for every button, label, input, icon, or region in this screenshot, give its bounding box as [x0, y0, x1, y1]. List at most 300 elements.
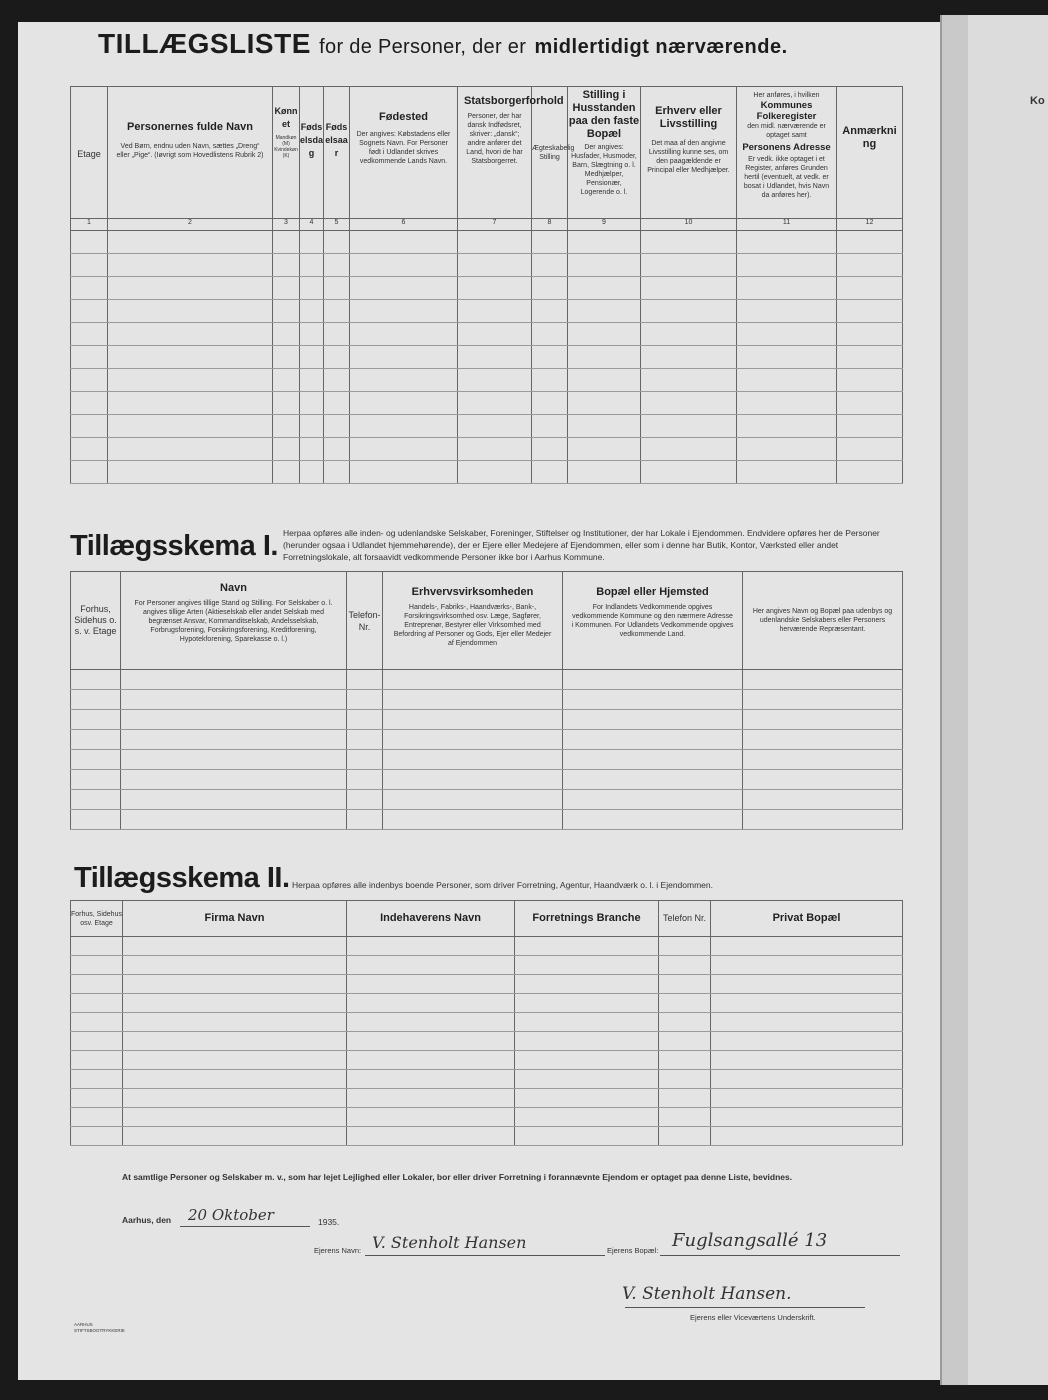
table-cell [108, 461, 273, 484]
table-cell [350, 415, 458, 438]
table-cell [837, 369, 903, 392]
table-cell [837, 415, 903, 438]
table-cell [711, 1089, 903, 1108]
table-cell [71, 790, 121, 810]
table-cell [711, 994, 903, 1013]
table-cell [123, 1051, 347, 1070]
table-cell [659, 1070, 711, 1089]
col-number: 9 [568, 219, 641, 231]
skema1-title: Tillægsskema I. [70, 530, 278, 562]
table-cell [123, 994, 347, 1013]
col-foedselsdag: Fødselsdag [300, 87, 324, 219]
table-cell [837, 438, 903, 461]
col-navn: Personernes fulde Navn Ved Børn, endnu uden Navn, sættes „Dreng“ eller „Pige“. (Iøvrigt som Hovedlistens Rubrik 2) [108, 87, 273, 219]
table-cell [123, 1013, 347, 1032]
table-cell [568, 277, 641, 300]
table-cell [324, 369, 350, 392]
title-rest: for de Personer, der er [319, 36, 527, 58]
table-cell [273, 369, 300, 392]
table-cell [273, 254, 300, 277]
table-cell [273, 392, 300, 415]
table-cell [737, 438, 837, 461]
table-cell [71, 323, 108, 346]
table-cell [515, 1070, 659, 1089]
table-cell [347, 810, 383, 830]
year-label: 1935. [318, 1217, 340, 1227]
col-etage: Etage [71, 87, 108, 219]
table-cell [659, 937, 711, 956]
skema1-body [71, 670, 903, 830]
table-cell [659, 1032, 711, 1051]
table-cell [568, 254, 641, 277]
col-folkeregister: Her anføres, i hvilken Kommunes Folkeregister den midl. nærværende er optaget samt Personens Adresse Er vedk. ikke optaget i et Register, anføres Grunden hertil (eventuelt, at vedk. er bosat i Udlandet, hvis Navn da anføres her). [737, 87, 837, 219]
table-cell [71, 730, 121, 750]
s1-col-telefon: Telefon-Nr. [347, 572, 383, 670]
s2-col-indehaver: Indehaverens Navn [347, 901, 515, 937]
table-cell [123, 956, 347, 975]
table-cell [71, 937, 123, 956]
table-cell [324, 438, 350, 461]
table-cell [121, 770, 347, 790]
table-cell [324, 323, 350, 346]
handwritten-date: 20 Oktober [188, 1206, 274, 1224]
table-cell [568, 231, 641, 254]
table-cell [458, 277, 532, 300]
col-number: 3 [273, 219, 300, 231]
col-foedested: Fødested Der angives: Købstadens eller Sognets Navn. For Personer født i Udlandet skrives vedkommende Lands Navn. [350, 87, 458, 219]
col-number: 10 [641, 219, 737, 231]
table-cell [71, 300, 108, 323]
table-cell [300, 461, 324, 484]
table-cell [743, 730, 903, 750]
table-cell [659, 956, 711, 975]
table-cell [71, 346, 108, 369]
table-cell [108, 438, 273, 461]
table-cell [324, 300, 350, 323]
table-cell [273, 346, 300, 369]
table-cell [324, 231, 350, 254]
table-cell [383, 730, 563, 750]
table-cell [641, 438, 737, 461]
table-cell [659, 994, 711, 1013]
col-statsborger: Statsborgerforhold Personer, der har dansk Indfødsret, skriver: „dansk“; andre anfører det Land, hvori de har Statsborgerret. [458, 87, 532, 219]
table-cell [458, 323, 532, 346]
table-cell [71, 1089, 123, 1108]
table-cell [108, 277, 273, 300]
table-cell [71, 1013, 123, 1032]
skema1-table [70, 571, 903, 830]
table-cell [347, 1089, 515, 1108]
table-cell [659, 1013, 711, 1032]
table-cell [641, 369, 737, 392]
table-cell [300, 300, 324, 323]
table-cell [108, 323, 273, 346]
table-row [71, 975, 903, 994]
table-cell [347, 770, 383, 790]
table-cell [71, 1032, 123, 1051]
table-cell [300, 277, 324, 300]
table-cell [659, 1051, 711, 1070]
table-cell [71, 1070, 123, 1089]
table-cell [300, 254, 324, 277]
page-title [98, 28, 788, 60]
title-bold: midlertidigt nærværende. [534, 36, 788, 58]
table-cell [711, 975, 903, 994]
skema2-title: Tillægsskema II. [74, 862, 290, 894]
table-row [71, 810, 903, 830]
table-cell [123, 937, 347, 956]
table-cell [300, 415, 324, 438]
table-cell [347, 1013, 515, 1032]
handwritten-owner-name: V. Stenholt Hansen [372, 1233, 527, 1252]
table-cell [743, 670, 903, 690]
table-cell [711, 1070, 903, 1089]
table-row [71, 1089, 903, 1108]
table-cell [532, 415, 568, 438]
table-cell [121, 730, 347, 750]
table-row [71, 937, 903, 956]
table-cell [300, 346, 324, 369]
table-cell [641, 346, 737, 369]
owner-name-line [365, 1255, 605, 1256]
table-cell [563, 810, 743, 830]
col-number: 8 [532, 219, 568, 231]
table-cell [71, 415, 108, 438]
table-cell [324, 461, 350, 484]
table-cell [273, 461, 300, 484]
table-cell [743, 710, 903, 730]
table-cell [273, 300, 300, 323]
table-cell [659, 975, 711, 994]
table-row [71, 392, 903, 415]
table-cell [383, 790, 563, 810]
table-cell [383, 770, 563, 790]
col-stilling: Stilling i Husstanden paa den faste Bopæl Der angives: Husfader, Husmoder, Barn, Slægtning o. l. Medhjælper, Pensionær, Logerende o. l. [568, 87, 641, 219]
table-cell [711, 1051, 903, 1070]
table-cell [324, 392, 350, 415]
table-row [71, 231, 903, 254]
table-cell [71, 770, 121, 790]
table-cell [568, 369, 641, 392]
table-cell [300, 231, 324, 254]
table-cell [659, 1089, 711, 1108]
table-cell [71, 369, 108, 392]
col-number: 7 [458, 219, 532, 231]
table-cell [458, 392, 532, 415]
table-cell [347, 975, 515, 994]
table-cell [273, 323, 300, 346]
skema2-body [71, 937, 903, 1146]
table-cell [563, 670, 743, 690]
table-cell [458, 438, 532, 461]
table-cell [711, 937, 903, 956]
s2-col-telefon: Telefon Nr. [659, 901, 711, 937]
table-cell [123, 1032, 347, 1051]
table-cell [737, 231, 837, 254]
table-cell [711, 956, 903, 975]
date-place-label: Aarhus, den [122, 1215, 172, 1225]
s1-col-erhverv: Erhvervsvirksomheden Handels-, Fabriks-, Haandværks-, Bank-, Forsikringsvirksomhed osv. Læge, Sagfører, Entreprenør, Bestyrer eller Virksomhed med Befordring af Personer og Gods, Ejer eller Medejer af Ejendommen [383, 572, 563, 670]
s1-col-etage: Forhus, Sidehus o. s. v. Etage [71, 572, 121, 670]
table-cell [71, 438, 108, 461]
table-cell [347, 790, 383, 810]
table-cell [347, 1127, 515, 1146]
table-row [71, 994, 903, 1013]
table-cell [568, 461, 641, 484]
table-cell [563, 750, 743, 770]
date-line [180, 1226, 310, 1227]
table-cell [515, 1013, 659, 1032]
table-cell [121, 710, 347, 730]
table-cell [737, 254, 837, 277]
s2-col-firma: Firma Navn [123, 901, 347, 937]
table-cell [350, 323, 458, 346]
table-cell [515, 1032, 659, 1051]
table-cell [300, 438, 324, 461]
facing-page-text: Ko [1030, 95, 1045, 107]
table-cell [837, 254, 903, 277]
table-cell [515, 1127, 659, 1146]
table-row [71, 956, 903, 975]
table-cell [458, 415, 532, 438]
table-cell [659, 1108, 711, 1127]
s1-col-navn: Navn For Personer angives tillige Stand og Stilling. For Selskaber o. l. angives tillige Arten (Aktieselskab eller andet Selskab med begrænset Ansvar, Kommanditselskab, Andelsselskab, Forbrugsforening, Forsikringsforening, Kreditforening, Hypotekforening, Sparekasse o. l.) [121, 572, 347, 670]
table-cell [711, 1013, 903, 1032]
table-cell [347, 670, 383, 690]
table-cell [71, 254, 108, 277]
table-cell [350, 438, 458, 461]
table-cell [300, 323, 324, 346]
table-cell [743, 770, 903, 790]
table-cell [743, 750, 903, 770]
table-cell [737, 461, 837, 484]
owner-address-label: Ejerens Bopæl: [607, 1246, 659, 1255]
table-cell [123, 975, 347, 994]
s2-col-etage: Forhus, Sidehus osv. Etage [71, 901, 123, 937]
table-cell [350, 300, 458, 323]
table-row [71, 690, 903, 710]
table-cell [347, 730, 383, 750]
table-cell [123, 1108, 347, 1127]
table-row [71, 438, 903, 461]
table-cell [641, 415, 737, 438]
table-cell [347, 994, 515, 1013]
table-cell [641, 323, 737, 346]
table-cell [347, 937, 515, 956]
skema1-header-row [71, 572, 903, 670]
table-row [71, 1051, 903, 1070]
table-cell [711, 1108, 903, 1127]
table-cell [568, 323, 641, 346]
table-cell [71, 277, 108, 300]
s2-col-privat-bopael: Privat Bopæl [711, 901, 903, 937]
skema2-table [70, 900, 903, 1146]
table-cell [123, 1070, 347, 1089]
table-cell [71, 461, 108, 484]
table-cell [350, 277, 458, 300]
table-cell [515, 1089, 659, 1108]
table-cell [737, 277, 837, 300]
signature-line [625, 1307, 865, 1308]
table-cell [350, 254, 458, 277]
table-cell [837, 346, 903, 369]
table-cell [458, 346, 532, 369]
table-cell [347, 690, 383, 710]
table-cell [458, 369, 532, 392]
table-row [71, 710, 903, 730]
handwritten-owner-address: Fuglsangsallé 13 [672, 1230, 828, 1251]
table-cell [71, 975, 123, 994]
table-cell [347, 710, 383, 730]
table-cell [515, 1051, 659, 1070]
table-cell [641, 231, 737, 254]
table-cell [71, 710, 121, 730]
table-cell [108, 346, 273, 369]
table-cell [737, 323, 837, 346]
owner-address-line [660, 1255, 900, 1256]
owner-name-label: Ejerens Navn: [314, 1246, 362, 1255]
table-cell [121, 810, 347, 830]
table-row [71, 1070, 903, 1089]
table-cell [532, 392, 568, 415]
table-cell [123, 1089, 347, 1108]
list-body [71, 231, 903, 484]
table-cell [711, 1032, 903, 1051]
table-cell [71, 670, 121, 690]
table-cell [108, 231, 273, 254]
table-cell [71, 750, 121, 770]
table-row [71, 1013, 903, 1032]
col-number: 4 [300, 219, 324, 231]
signature-label: Ejerens eller Viceværtens Underskrift. [690, 1313, 816, 1322]
table-cell [532, 300, 568, 323]
table-cell [641, 461, 737, 484]
list-number-row [71, 219, 903, 231]
table-cell [383, 690, 563, 710]
table-row [71, 254, 903, 277]
col-erhverv: Erhverv eller Livsstilling Det maa af den angivne Livsstilling kunne ses, om den paagældende er Principal eller Medhjælper. [641, 87, 737, 219]
table-cell [743, 810, 903, 830]
table-cell [324, 254, 350, 277]
table-cell [300, 392, 324, 415]
table-cell [532, 323, 568, 346]
col-koennet: Kønnet Mandkøn (M) Kvindekøn (K) [273, 87, 300, 219]
skema1-description: Herpaa opføres alle inden- og udenlandske Selskaber, Foreninger, Stiftelser og Institutioner, der har Lokale i Ejendommen. Endvidere opføres her de Personer (herunder ogsaa i Udlandet hjemmehørende), der er Ejere eller Medejere af Ejendommen, eller som i denne har Butik, Kontor, Værksted eller andet Forretningslokale, alt forsaavidt vedkommende Personer ikke bor i Aarhus Kommune. [283, 528, 880, 562]
table-cell [71, 1108, 123, 1127]
table-cell [532, 277, 568, 300]
table-row [71, 790, 903, 810]
table-cell [350, 369, 458, 392]
table-cell [350, 346, 458, 369]
table-cell [568, 346, 641, 369]
table-cell [568, 392, 641, 415]
table-cell [641, 392, 737, 415]
table-cell [563, 730, 743, 750]
s1-col-bopael: Bopæl eller Hjemsted For Indlandets Vedkommende opgives vedkommende Kommune og den nærmere Adresse i Kommunen. For Udlandets Vedkommende opgives vedkommende Land. [563, 572, 743, 670]
printer-imprint: AARHUS STIFTSBOGTRYKKERIE [74, 1322, 125, 1333]
table-cell [383, 710, 563, 730]
s2-col-branche: Forretnings Branche [515, 901, 659, 937]
col-number: 5 [324, 219, 350, 231]
col-number: 6 [350, 219, 458, 231]
table-cell [563, 690, 743, 710]
table-row [71, 415, 903, 438]
table-cell [458, 461, 532, 484]
table-cell [347, 750, 383, 770]
col-number: 2 [108, 219, 273, 231]
table-cell [71, 810, 121, 830]
table-cell [71, 994, 123, 1013]
table-row [71, 730, 903, 750]
table-cell [563, 770, 743, 790]
list-header-row [71, 87, 903, 219]
table-cell [515, 994, 659, 1013]
table-cell [383, 670, 563, 690]
table-cell [383, 810, 563, 830]
table-cell [347, 1032, 515, 1051]
table-cell [737, 392, 837, 415]
table-cell [515, 956, 659, 975]
table-row [71, 1127, 903, 1146]
table-cell [121, 750, 347, 770]
table-cell [347, 1070, 515, 1089]
table-row [71, 323, 903, 346]
skema2-header-row [71, 901, 903, 937]
table-cell [458, 300, 532, 323]
certification-statement: At samtlige Personer og Selskaber m. v., som har lejet Lejlighed eller Lokaler, bor eller driver Forretning i forannævnte Ejendom er optaget paa denne Liste, bevidnes. [122, 1172, 793, 1182]
table-cell [568, 438, 641, 461]
table-cell [347, 956, 515, 975]
table-cell [837, 231, 903, 254]
table-cell [659, 1127, 711, 1146]
s1-col-repraesentant: Her angives Navn og Bopæl paa udenbys og udenlandske Selskabers eller Personers herværende Repræsentant. [743, 572, 903, 670]
table-cell [837, 392, 903, 415]
table-cell [108, 369, 273, 392]
table-cell [350, 461, 458, 484]
tillaegsliste-table [70, 86, 903, 484]
table-cell [532, 461, 568, 484]
table-cell [71, 392, 108, 415]
table-cell [383, 750, 563, 770]
table-cell [532, 346, 568, 369]
table-cell [121, 790, 347, 810]
table-cell [532, 254, 568, 277]
table-cell [737, 415, 837, 438]
table-cell [71, 1127, 123, 1146]
table-cell [568, 300, 641, 323]
table-cell [515, 975, 659, 994]
col-number: 12 [837, 219, 903, 231]
table-cell [743, 690, 903, 710]
table-cell [641, 300, 737, 323]
handwritten-signature: V. Stenholt Hansen. [622, 1284, 792, 1304]
table-cell [324, 346, 350, 369]
table-cell [108, 415, 273, 438]
table-row [71, 1032, 903, 1051]
table-cell [837, 461, 903, 484]
table-cell [641, 254, 737, 277]
table-cell [347, 1108, 515, 1127]
table-cell [273, 277, 300, 300]
table-cell [273, 231, 300, 254]
facing-page [968, 15, 1048, 1385]
table-row [71, 770, 903, 790]
table-row [71, 1108, 903, 1127]
table-cell [837, 323, 903, 346]
col-number: 11 [737, 219, 837, 231]
table-cell [121, 690, 347, 710]
table-cell [515, 1108, 659, 1127]
